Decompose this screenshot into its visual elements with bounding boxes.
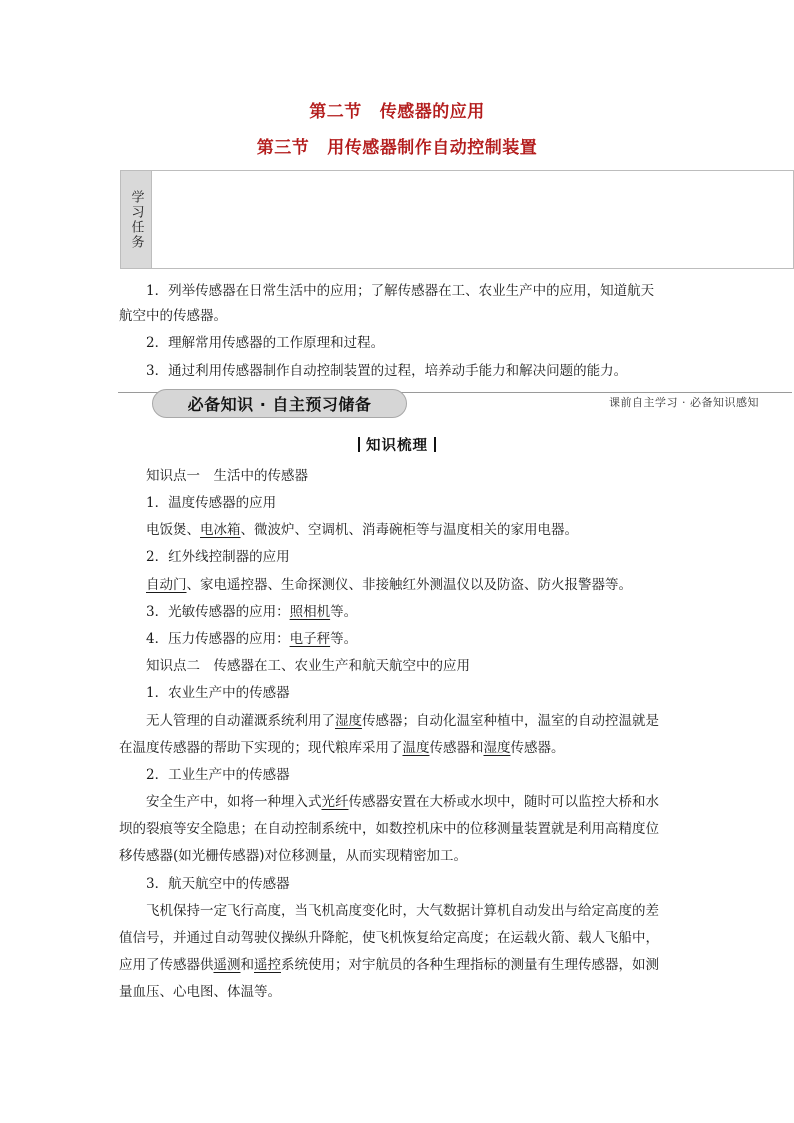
answer-underline: 遥控 bbox=[254, 957, 281, 973]
answer-underline: 照相机 bbox=[289, 604, 331, 620]
kp1-item-2: 2．红外线控制器的应用 bbox=[146, 549, 290, 565]
answer-underline: 电冰箱 bbox=[200, 522, 241, 538]
answer-underline: 光纤 bbox=[321, 794, 349, 810]
kp1-item-3: 3．光敏传感器的应用：照相机等。 bbox=[146, 604, 358, 620]
kp2-item-3-line-1: 飞机保持一定飞行高度，当飞机高度变化时，大气数据计算机自动发出与给定高度的差 bbox=[146, 903, 659, 919]
answer-underline: 自动门 bbox=[146, 577, 187, 593]
answer-underline: 遥测 bbox=[213, 957, 241, 973]
heading-bar-right bbox=[434, 437, 436, 452]
kp2-item-3-line-3: 应用了传感器供遥测和遥控系统使用；对宇航员的各种生理指标的测量有生理传感器，如测 bbox=[119, 957, 659, 973]
section-banner bbox=[152, 389, 407, 418]
page-title-1 bbox=[0, 97, 794, 122]
section-banner-text: 必备知识 · 自主预习储备 bbox=[187, 395, 372, 414]
banner-subtitle: 课前自主学习 · 必备知识感知 bbox=[609, 396, 759, 409]
answer-underline: 湿度 bbox=[335, 713, 362, 729]
kp2-item-1-line-1: 无人管理的自动灌溉系统利用了湿度传感器；自动化温室种植中，温室的自动控温就是 bbox=[146, 713, 659, 729]
kp2-item-2-line-2: 坝的裂痕等安全隐患；在自动控制系统中，如数控机床中的位移测量装置就是利用高精度位 bbox=[119, 821, 659, 837]
kp1-item-2-text: 自动门、家电遥控器、生命探测仪、非接触红外测温仪以及防盗、防火报警器等。 bbox=[146, 577, 632, 593]
learning-task-label bbox=[121, 171, 152, 268]
answer-underline: 湿度 bbox=[483, 740, 511, 756]
task-item-2: 2．理解常用传感器的工作原理和过程。 bbox=[146, 335, 385, 351]
heading-bar-left bbox=[358, 437, 360, 452]
task-item-1: 1．列举传感器在日常生活中的应用；了解传感器在工、农业生产中的应用，知道航天 bbox=[146, 283, 655, 299]
learning-task-box bbox=[120, 170, 794, 269]
kp1-item-4: 4．压力传感器的应用：电子秤等。 bbox=[146, 631, 358, 647]
task-item-1-cont: 航空中的传感器。 bbox=[119, 308, 227, 324]
answer-underline: 温度 bbox=[402, 740, 430, 756]
kp1-item-1-text: 电饭煲、电冰箱、微波炉、空调机、消毒碗柜等与温度相关的家用电器。 bbox=[146, 522, 578, 538]
kp2-item-2-line-1: 安全生产中，如将一种埋入式光纤传感器安置在大桥或水坝中，随时可以监控大桥和水 bbox=[146, 794, 659, 810]
task-item-3: 3．通过利用传感器制作自动控制装置的过程，培养动手能力和解决问题的能力。 bbox=[146, 363, 628, 379]
kp2-item-2: 2．工业生产中的传感器 bbox=[146, 767, 290, 783]
kp1-item-1: 1．温度传感器的应用 bbox=[146, 495, 277, 511]
learning-task-label-text: 学习任务 bbox=[128, 189, 144, 250]
kp1-heading: 知识点一 生活中的传感器 bbox=[146, 468, 308, 484]
section-heading bbox=[0, 434, 794, 455]
kp2-item-3: 3．航天航空中的传感器 bbox=[146, 876, 290, 892]
title-2-section: 第三节 bbox=[256, 138, 310, 158]
title-2-text: 用传感器制作自动控制装置 bbox=[327, 138, 538, 158]
answer-underline: 电子秤 bbox=[289, 631, 331, 647]
kp2-item-2-line-3: 移传感器(如光栅传感器)对位移测量，从而实现精密加工。 bbox=[119, 848, 468, 864]
page-title-2 bbox=[0, 133, 794, 158]
kp2-item-3-line-2: 值信号，并通过自动驾驶仪操纵升降舵，使飞机恢复给定高度；在运载火箭、载人飞船中， bbox=[119, 930, 659, 946]
kp2-heading: 知识点二 传感器在工、农业生产和航天航空中的应用 bbox=[146, 658, 470, 674]
title-1-section: 第二节 bbox=[309, 102, 362, 122]
kp2-item-1: 1．农业生产中的传感器 bbox=[146, 685, 290, 701]
title-1-text: 传感器的应用 bbox=[379, 102, 485, 122]
section-heading-text: 知识梳理 bbox=[366, 437, 428, 454]
kp2-item-3-line-4: 量血压、心电图、体温等。 bbox=[119, 984, 281, 1000]
kp2-item-1-line-2: 在温度传感器的帮助下实现的；现代粮库采用了温度传感器和湿度传感器。 bbox=[119, 740, 565, 756]
